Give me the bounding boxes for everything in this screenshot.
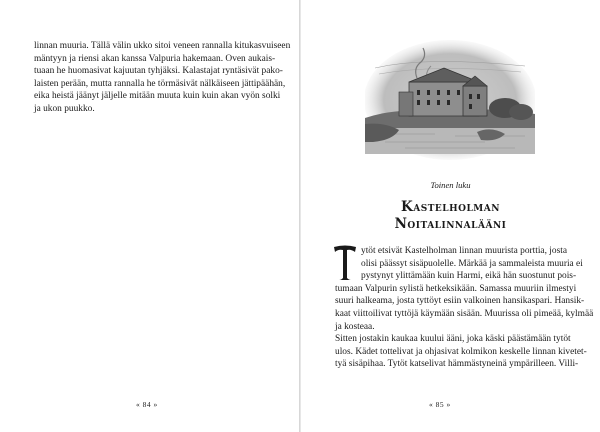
text-line: eika heistä jäänyt jäljelle mitään muuta kuin kuin akan vyön solki	[34, 91, 281, 102]
text-line: ulos. Kädet tottelivat ja ohjasivat kolmikon keskelle linnan kivetet-	[335, 346, 587, 357]
text-line: Sitten jostakin kaukaa kuului ääni, joka käski päästämään tytöt	[335, 334, 571, 345]
text-line: laisten perään, mutta rannalla he törmäsivät nälkäiseen jättipäähän,	[34, 78, 286, 89]
chapter-label: Toinen luku	[430, 180, 471, 190]
text-line: ja ukon puukko.	[34, 103, 95, 114]
right-page-text	[335, 245, 594, 371]
text-line: kaat viittoilivat tyttöjä käymään sisään. Muurissa oli pimeää, kylmää	[335, 308, 594, 319]
page-number: « 85 »	[429, 400, 451, 409]
left-page	[0, 0, 299, 432]
text-line: ytöt etsivät Kastelholman linnan muurista porttia, josta	[361, 246, 567, 256]
text-line: mäntyyn ja riensi akan kanssa Valpuria hakemaan. Oven aukais-	[34, 53, 276, 64]
chapter-title-line: Noitalinnalääni	[394, 216, 507, 232]
castle-illustration	[365, 38, 535, 160]
right-page	[301, 0, 600, 432]
chapter-title	[301, 199, 600, 233]
text-line: olisi päässyt sisäpuolelle. Märkää ja sammaleista muuria ei	[361, 258, 583, 269]
text-line: linnan muuria. Tällä välin ukko sitoi veneen rannalla kitukasvuiseen	[34, 41, 291, 51]
left-page-text	[34, 40, 291, 116]
page-number: « 84 »	[136, 400, 158, 409]
text-line: ja kosteaa.	[335, 321, 375, 332]
text-line: suuri halkeama, josta tyttöyt esiin valkoinen hansikaspari. Hansik-	[335, 296, 585, 307]
drop-cap-letter: T	[345, 269, 346, 270]
text-line: tyä sisäpihaa. Tytöt katselivat hämmästyneinä ympärilleen. Villi-	[335, 359, 579, 370]
text-line: tuaan he huomasivat kajuutan tyhjäksi. Kalastajat ryntäsivät pako-	[34, 66, 283, 77]
text-line: pystynyt ylittämään kuin Harmi, eikä hän suostunut pois-	[361, 271, 577, 282]
chapter-title-line: Kastelholman	[401, 199, 500, 215]
text-line: tumaan Valpurin sylistä hetkeksikään. Samassa muuriin ilmestyi	[335, 283, 577, 294]
